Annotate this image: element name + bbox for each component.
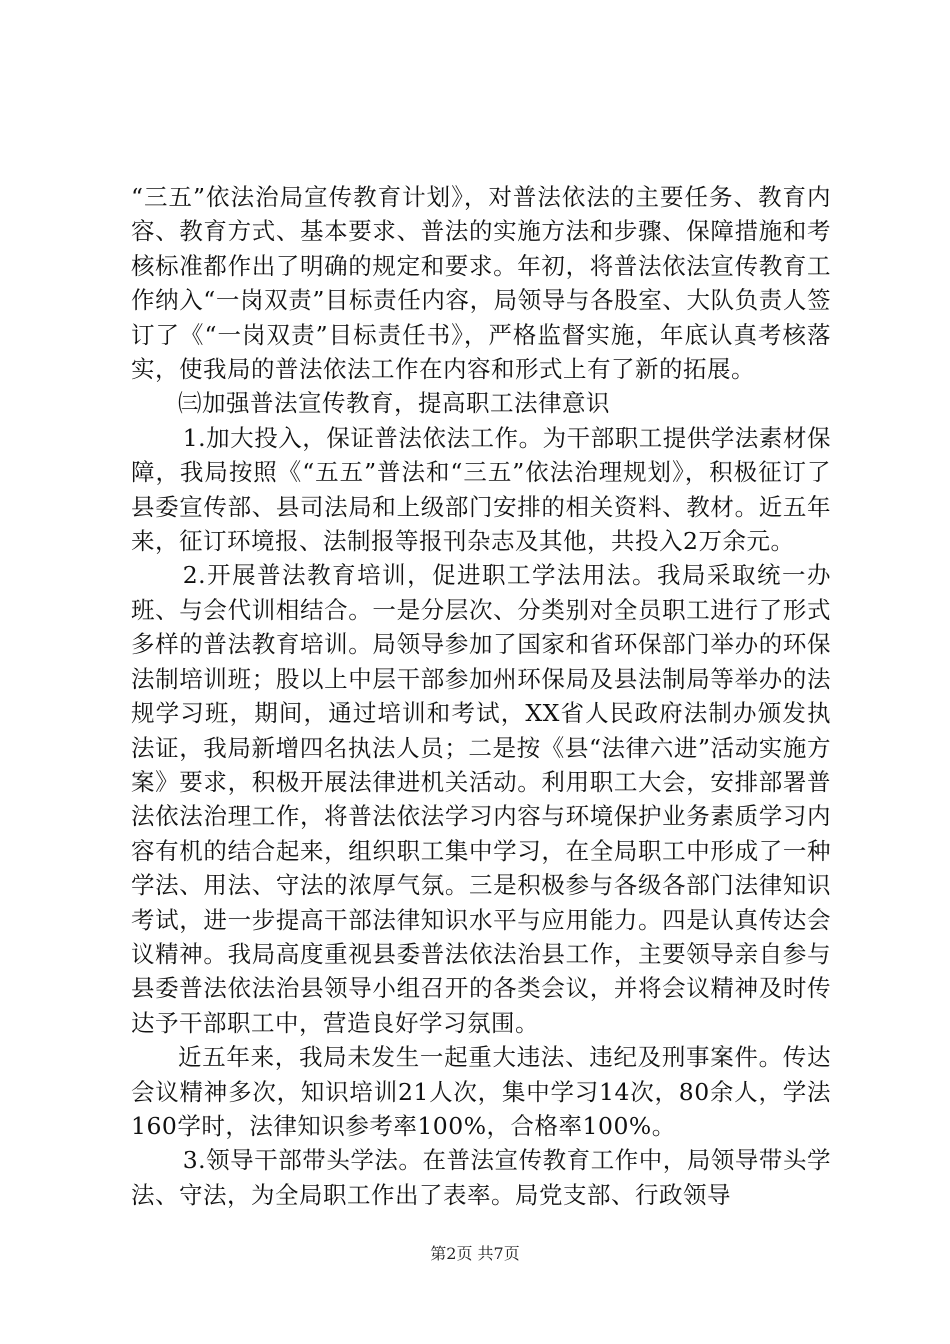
document-body [131, 180, 831, 1212]
page-number-footer: 第2页 共7页 [430, 1244, 520, 1263]
section-heading-3: ㈢加强普法宣传教育，提高职工法律意识 [178, 389, 610, 418]
paragraph-item-1: 1.加大投入，保证普法依法工作。为干部职工提供学法素材保障，我局按照《“五五”普法和“三五”依法治理规划》，积极征订了县委宣传部、县司法局和上级部门安排的相关资料、教材。近五年来，征订环境报、法制报等报刊杂志及其他，共投入2万余元。 [131, 423, 831, 556]
paragraph-summary: 近五年来，我局未发生一起重大违法、违纪及刑事案件。传达会议精神多次，知识培训21人次，集中学习14次，80余人，学法160学时，法律知识参考率100%，合格率100%。 [131, 1043, 831, 1140]
paragraph-item-3: 3.领导干部带头学法。在普法宣传教育工作中，局领导带头学法、守法，为全局职工作出了表率。局党支部、行政领导 [131, 1146, 831, 1209]
paragraph-plan-continuation: “三五”依法治局宣传教育计划》，对普法依法的主要任务、教育内容、教育方式、基本要求、普法的实施方法和步骤、保障措施和考核标准都作出了明确的规定和要求。年初，将普法依法宣传教育工作纳入“一岗双责”目标责任内容，局领导与各股室、大队负责人签订了《“一岗双责”目标责任书》，严格监督实施，年底认真考核落实，使我局的普法依法工作在内容和形式上有了新的拓展。 [131, 183, 831, 384]
paragraph-item-2: 2.开展普法教育培训，促进职工学法用法。我局采取统一办班、与会代训相结合。一是分层次、分类别对全员职工进行了形式多样的普法教育培训。局领导参加了国家和省环保部门举办的环保法制培训班；股以上中层干部参加州环保局及县法制局等举办的法规学习班，期间，通过培训和考试，XX省人民政府法制办颁发执法证，我局新增四名执法人员；二是按《县“法律六进”活动实施方案》要求，积极开展法律进机关活动。利用职工大会，安排部署普法依法治理工作，将普法依法学习内容与环境保护业务素质学习内容有机的结合起来，组织职工集中学习，在全局职工中形成了一种学法、用法、守法的浓厚气氛。三是积极参与各级各部门法律知识考试，进一步提高干部法律知识水平与应用能力。四是认真传达会议精神。我局高度重视县委普法依法治县工作，主要领导亲自参与县委普法依法治县领导小组召开的各类会议，并将会议精神及时传达予干部职工中，营造良好学习氛围。 [131, 561, 831, 1037]
